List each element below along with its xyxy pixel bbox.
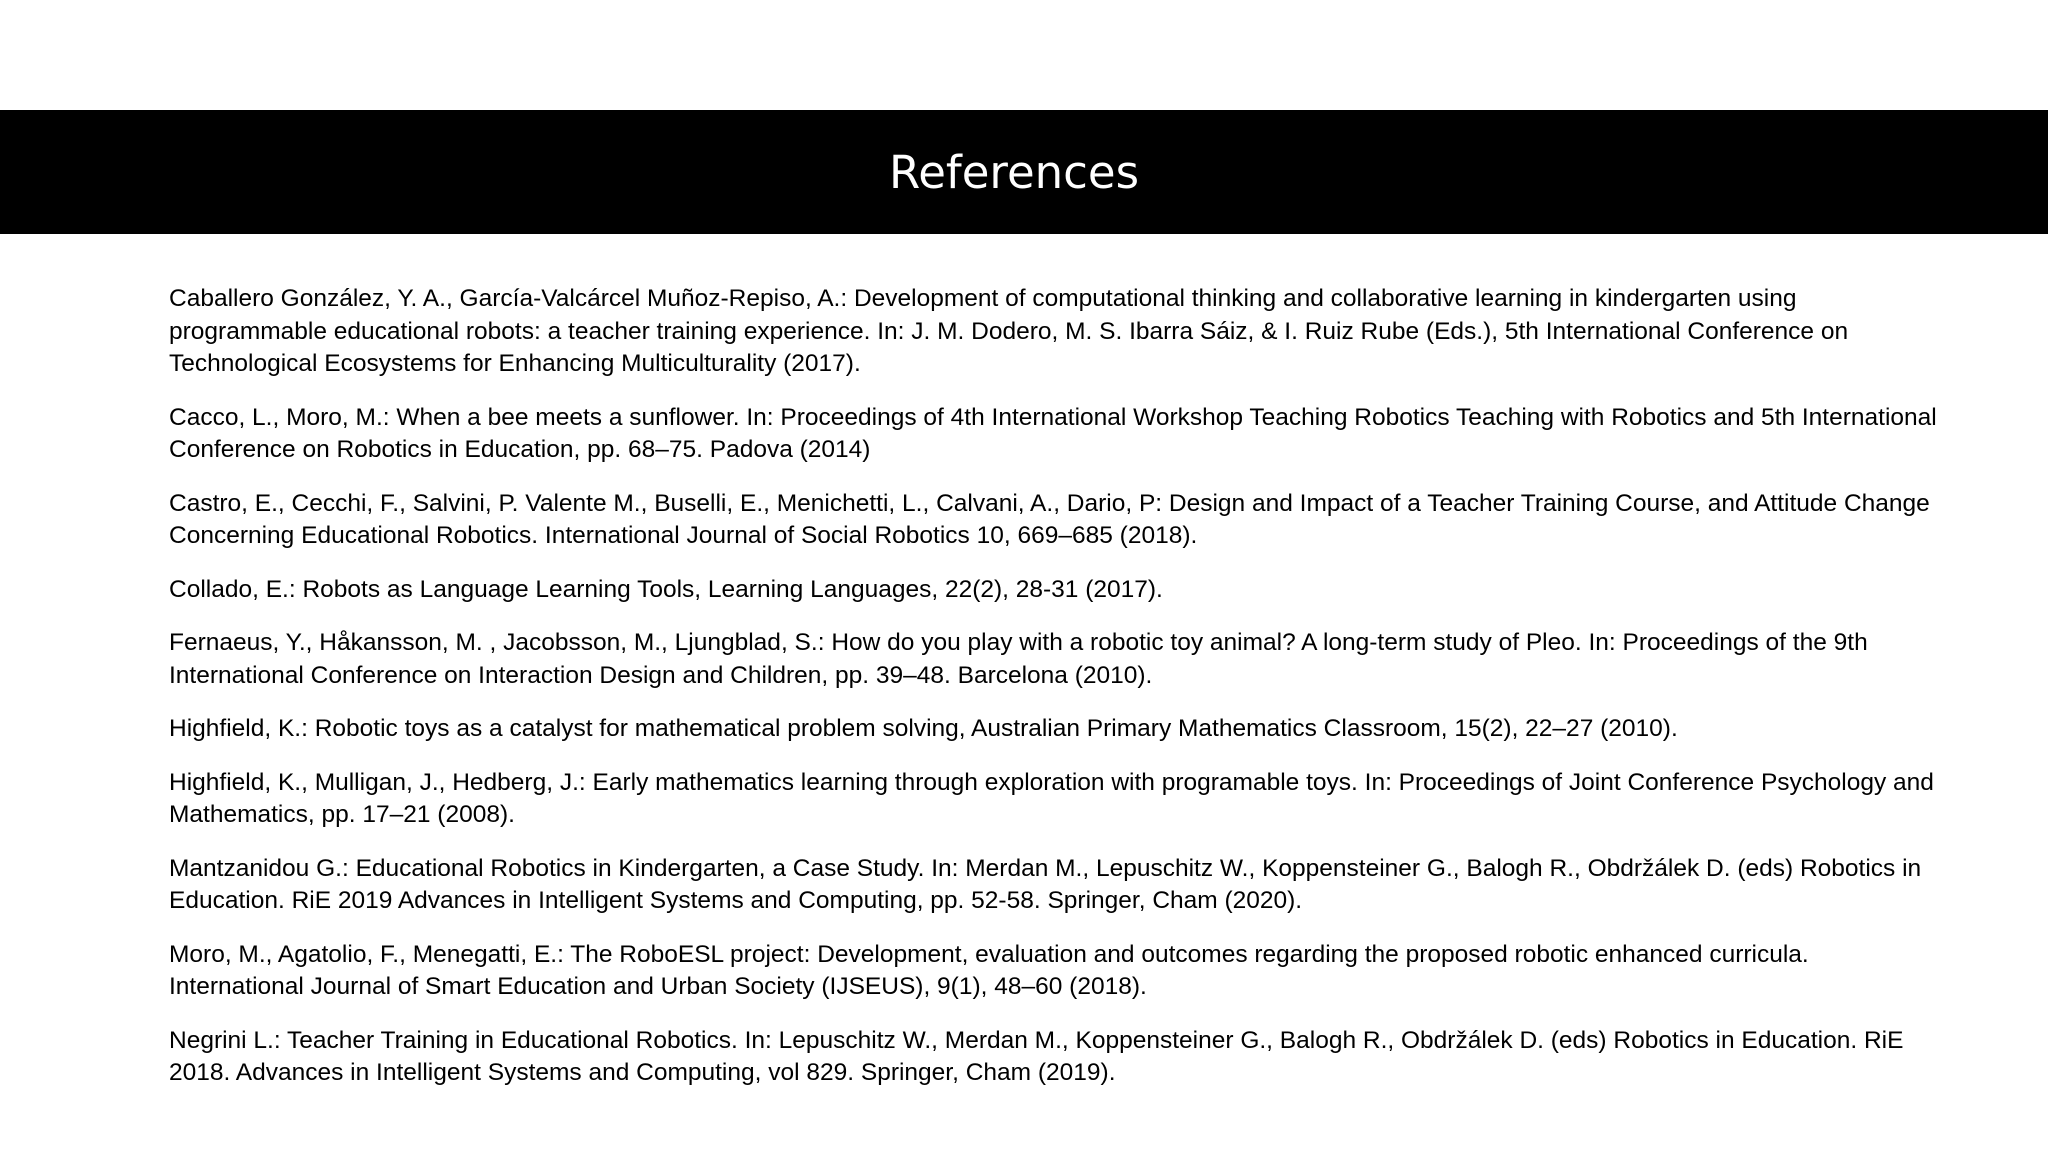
reference-item: Cacco, L., Moro, M.: When a bee meets a sunflower. In: Proceedings of 4th International Workshop Teaching Robotics Teaching with Robotics and 5th International Conference on Robotics in Education, pp. 68–75. Padova (2014) [169, 403, 1937, 463]
title-bar [0, 110, 2048, 234]
reference-item: Highfield, K., Mulligan, J., Hedberg, J.: Early mathematics learning through exploration with programable toys. In: Proceedings of Joint Conference Psychology and Mathematics, pp. 17–21 (2008). [169, 768, 1934, 828]
reference-item: Castro, E., Cecchi, F., Salvini, P. Valente M., Buselli, E., Menichetti, L., Calvani, A., Dario, P: Design and Impact of a Teacher Training Course, and Attitude Change Concerning Educational Robotics. International Journal of Social Robotics 10, 669–685 (2018). [169, 489, 1930, 549]
reference-item: Caballero González, Y. A., García-Valcárcel Muñoz-Repiso, A.: Development of computational thinking and collaborative learning in kindergarten using programmable educational robots: a teacher training experience. In: J. M. Dodero, M. S. Ibarra Sáiz, & I. Ruiz Rube (Eds.), 5th International Conference on Technological Ecosystems for Enhancing Multiculturality (2017). [169, 285, 1849, 377]
reference-list [169, 283, 1949, 1111]
slide-title: References [888, 145, 1140, 199]
reference-item: Moro, M., Agatolio, F., Menegatti, E.: The RoboESL project: Development, evaluation and outcomes regarding the proposed robotic enhanced curricula. International Journal of Smart Education and Urban Society (IJSEUS), 9(1), 48–60 (2018). [169, 940, 1809, 1000]
reference-item: Highfield, K.: Robotic toys as a catalyst for mathematical problem solving, Australian Primary Mathematics Classroom, 15(2), 22–27 (2010). [169, 715, 1678, 742]
reference-item: Collado, E.: Robots as Language Learning Tools, Learning Languages, 22(2), 28-31 (2017). [169, 575, 1163, 603]
reference-item: Mantzanidou G.: Educational Robotics in Kindergarten, a Case Study. In: Merdan M., Lepuschitz W., Koppensteiner G., Balogh R., Obdržálek D. (eds) Robotics in Education. RiE 2019 Advances in Intelligent Systems and Computing, pp. 52-58. Springer, Cham (2020). [169, 854, 1922, 914]
reference-item: Negrini L.: Teacher Training in Educational Robotics. In: Lepuschitz W., Merdan M., Koppensteiner G., Balogh R., Obdržálek D. (eds) Robotics in Education. RiE 2018. Advances in Intelligent Systems and Computing, vol 829. Springer, Cham (2019). [169, 1026, 1904, 1086]
reference-item: Fernaeus, Y., Håkansson, M. , Jacobsson, M., Ljungblad, S.: How do you play with a robotic toy animal? A long-term study of Pleo. In: Proceedings of the 9th International Conference on Interaction Design and Children, pp. 39–48. Barcelona (2010). [169, 629, 1868, 689]
